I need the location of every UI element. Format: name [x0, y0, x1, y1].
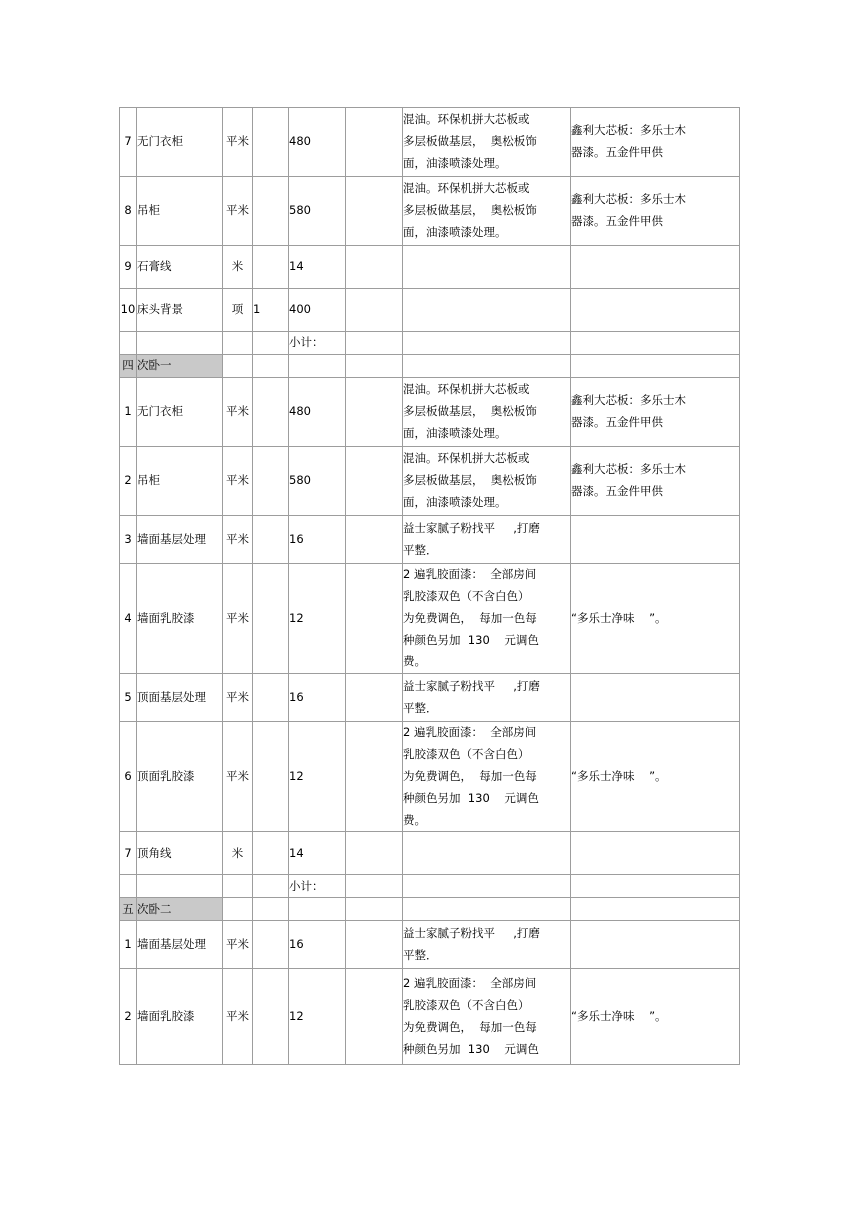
item-quantity [253, 832, 289, 875]
text-line: 米 [237, 473, 249, 488]
text-line: 为免费调色， 每加一色每 [403, 610, 537, 625]
material-brand [571, 722, 740, 832]
table-row [120, 447, 740, 516]
item-unit [223, 177, 253, 246]
text-line: 平 [226, 768, 238, 783]
amount [346, 177, 403, 246]
section-title: 次卧一 [137, 355, 223, 378]
empty-cell [253, 898, 289, 921]
amount [346, 722, 403, 832]
text-line: 混油。环保机拼大芯板或 [403, 382, 530, 397]
row-number [120, 921, 137, 969]
text-line: 器漆。五金件甲供 [571, 484, 663, 498]
item-quantity [253, 722, 289, 832]
item-unit [223, 516, 253, 564]
text-line: 米 [237, 610, 249, 625]
text-line: “多乐士净味 ”。 [571, 768, 667, 783]
table-row [120, 722, 740, 832]
item-name [137, 875, 223, 898]
text-line: 乳胶漆双色（不含白色） [403, 747, 530, 762]
text-line: 器漆。五金件甲供 [571, 415, 663, 429]
item-name: 石膏线 [137, 246, 223, 289]
unit-price: 480 [289, 378, 346, 447]
table-row [120, 516, 740, 564]
text-line: 平 [226, 1009, 238, 1024]
material-brand [571, 378, 740, 447]
row-number [120, 674, 137, 722]
text-line: 2 [124, 473, 132, 488]
text-line: 面，油漆喷漆处理。 [403, 224, 507, 239]
workmanship-description [403, 674, 571, 722]
material-brand [571, 674, 740, 722]
item-name: 墙面基层处理 [137, 516, 223, 564]
unit-price: 16 [289, 921, 346, 969]
text-line: 2 [124, 1009, 132, 1024]
item-unit [223, 921, 253, 969]
text-line: 种颜色另加 130 元调色 [403, 790, 539, 805]
text-line: 平整． [403, 947, 438, 962]
amount [346, 246, 403, 289]
item-quantity: 1 [253, 289, 289, 332]
table-row [120, 378, 740, 447]
subtotal-row [120, 332, 740, 355]
material-brand [571, 969, 740, 1065]
empty-cell [223, 898, 253, 921]
material-brand [571, 332, 740, 355]
material-brand [571, 289, 740, 332]
unit-price: 12 [289, 564, 346, 674]
material-brand [571, 564, 740, 674]
item-name [137, 332, 223, 355]
item-quantity [253, 108, 289, 177]
text-line: 多层板做基层， 奥松板饰 [403, 473, 537, 488]
item-unit [223, 108, 253, 177]
item-name: 墙面乳胶漆 [137, 564, 223, 674]
table-row [120, 108, 740, 177]
text-line: 混油。环保机拼大芯板或 [403, 181, 530, 196]
amount [346, 674, 403, 722]
item-unit [223, 564, 253, 674]
item-name: 无门衣柜 [137, 108, 223, 177]
text-line: 平 [226, 404, 238, 419]
workmanship-description [403, 378, 571, 447]
section-header-row [120, 898, 740, 921]
row-number [120, 516, 137, 564]
text-line: 多层板做基层， 奥松板饰 [403, 404, 537, 419]
workmanship-description [403, 246, 571, 289]
item-unit [223, 289, 253, 332]
workmanship-description [403, 875, 571, 898]
subtotal-label: 小计： [289, 332, 346, 355]
item-name: 床头背景 [137, 289, 223, 332]
amount [346, 921, 403, 969]
table-row [120, 832, 740, 875]
item-name: 顶角线 [137, 832, 223, 875]
text-line: 混油。环保机拼大芯板或 [403, 451, 530, 466]
table-row [120, 246, 740, 289]
row-number [120, 246, 137, 289]
item-quantity [253, 447, 289, 516]
unit-price: 16 [289, 674, 346, 722]
item-unit [223, 447, 253, 516]
text-line: 7 [124, 845, 132, 860]
amount [346, 378, 403, 447]
unit-price: 580 [289, 177, 346, 246]
text-line: 2 遍乳胶面漆： 全部房间 [403, 976, 537, 991]
text-line: 4 [124, 610, 132, 625]
amount [346, 516, 403, 564]
item-unit [223, 378, 253, 447]
text-line: 多层板做基层， 奥松板饰 [403, 203, 537, 218]
section-roman-numeral: 四 [120, 355, 137, 378]
row-number [120, 289, 137, 332]
text-line: 8 [124, 203, 132, 218]
text-line: 种颜色另加 130 元调色 [403, 632, 539, 647]
text-line: 1 [124, 937, 132, 952]
workmanship-description [403, 969, 571, 1065]
text-line: 米 [237, 404, 249, 419]
amount [346, 564, 403, 674]
text-line: 平 [226, 937, 238, 952]
item-unit [223, 246, 253, 289]
subtotal-label: 小计： [289, 875, 346, 898]
text-line: 0 [128, 302, 136, 317]
row-number [120, 108, 137, 177]
material-brand [571, 447, 740, 516]
empty-cell [289, 898, 346, 921]
section-roman-numeral: 五 [120, 898, 137, 921]
empty-cell [223, 355, 253, 378]
text-line: 鑫利大芯板：多乐士木 [571, 462, 686, 477]
amount [346, 447, 403, 516]
workmanship-description [403, 447, 571, 516]
table-row [120, 177, 740, 246]
item-unit [223, 722, 253, 832]
text-line: 器漆。五金件甲供 [571, 214, 663, 228]
text-line: 多层板做基层， 奥松板饰 [403, 134, 537, 149]
unit-price: 14 [289, 832, 346, 875]
material-brand [571, 108, 740, 177]
row-number [120, 564, 137, 674]
item-name: 顶面乳胶漆 [137, 722, 223, 832]
material-brand [571, 177, 740, 246]
workmanship-description [403, 332, 571, 355]
text-line: 鑫利大芯板：多乐士木 [571, 123, 686, 138]
item-name: 墙面乳胶漆 [137, 969, 223, 1065]
item-name: 墙面基层处理 [137, 921, 223, 969]
text-line: “多乐士净味 ”。 [571, 1009, 667, 1024]
empty-cell [403, 898, 571, 921]
item-name: 吊柜 [137, 447, 223, 516]
quotation-table [119, 107, 740, 1065]
text-line: 费。 [403, 812, 426, 827]
text-line: 1 [124, 404, 132, 419]
text-line: 平整． [403, 700, 438, 715]
text-line: 面，油漆喷漆处理。 [403, 425, 507, 440]
item-unit [223, 332, 253, 355]
section-header-row [120, 355, 740, 378]
row-number [120, 969, 137, 1065]
table-row [120, 289, 740, 332]
text-line: 5 [124, 689, 132, 704]
item-quantity [253, 177, 289, 246]
material-brand [571, 832, 740, 875]
unit-price: 16 [289, 516, 346, 564]
item-name: 无门衣柜 [137, 378, 223, 447]
text-line: 米 [237, 203, 249, 218]
row-number [120, 378, 137, 447]
quotation-table-body [120, 108, 740, 1065]
row-number [120, 447, 137, 516]
item-name: 吊柜 [137, 177, 223, 246]
text-line: 面，油漆喷漆处理。 [403, 494, 507, 509]
amount [346, 289, 403, 332]
material-brand [571, 921, 740, 969]
amount [346, 108, 403, 177]
unit-price: 12 [289, 722, 346, 832]
empty-cell [346, 898, 403, 921]
text-line: 2 遍乳胶面漆： 全部房间 [403, 567, 537, 581]
text-line: 平 [226, 689, 238, 704]
empty-cell [253, 355, 289, 378]
text-line: 益士家腻子粉找平 ,打磨 [403, 926, 540, 941]
empty-cell [571, 898, 740, 921]
workmanship-description [403, 177, 571, 246]
text-line: “多乐士净味 ”。 [571, 610, 667, 625]
quotation-table-wrap [119, 107, 739, 1065]
material-brand [571, 516, 740, 564]
item-unit [223, 969, 253, 1065]
text-line: 米 [231, 845, 244, 860]
text-line: 项 [231, 302, 244, 317]
text-line: 6 [124, 768, 132, 783]
text-line: 鑫利大芯板：多乐士木 [571, 192, 686, 207]
text-line: 平整． [403, 542, 438, 557]
text-line: 益士家腻子粉找平 ,打磨 [403, 520, 540, 535]
workmanship-description [403, 564, 571, 674]
text-line: 乳胶漆双色（不含白色） [403, 588, 530, 603]
empty-cell [403, 355, 571, 378]
amount [346, 832, 403, 875]
unit-price: 12 [289, 969, 346, 1065]
text-line: 乳胶漆双色（不含白色） [403, 998, 530, 1013]
item-quantity [253, 875, 289, 898]
table-row [120, 674, 740, 722]
subtotal-row [120, 875, 740, 898]
material-brand [571, 246, 740, 289]
table-row [120, 564, 740, 674]
item-quantity [253, 921, 289, 969]
text-line: 器漆。五金件甲供 [571, 145, 663, 159]
amount [346, 332, 403, 355]
workmanship-description [403, 832, 571, 875]
text-line: 7 [124, 134, 132, 149]
item-quantity [253, 564, 289, 674]
unit-price: 480 [289, 108, 346, 177]
item-unit [223, 674, 253, 722]
item-quantity [253, 332, 289, 355]
item-quantity [253, 674, 289, 722]
text-line: 平 [226, 203, 238, 218]
text-line: 平 [226, 473, 238, 488]
text-line: 种颜色另加 130 元调色 [403, 1041, 539, 1056]
table-row [120, 921, 740, 969]
workmanship-description [403, 921, 571, 969]
row-number [120, 875, 137, 898]
row-number [120, 832, 137, 875]
empty-cell [571, 355, 740, 378]
amount [346, 969, 403, 1065]
item-unit [223, 875, 253, 898]
workmanship-description [403, 289, 571, 332]
row-number [120, 722, 137, 832]
text-line: 鑫利大芯板：多乐士木 [571, 393, 686, 408]
workmanship-description [403, 516, 571, 564]
text-line: 益士家腻子粉找平 ,打磨 [403, 678, 540, 693]
text-line: 9 [124, 259, 132, 274]
text-line: 为免费调色， 每加一色每 [403, 768, 537, 783]
text-line: 面，油漆喷漆处理。 [403, 155, 507, 170]
text-line: 平 [226, 610, 238, 625]
text-line: 米 [237, 531, 249, 546]
unit-price: 580 [289, 447, 346, 516]
item-unit [223, 832, 253, 875]
item-quantity [253, 516, 289, 564]
item-quantity [253, 246, 289, 289]
material-brand [571, 875, 740, 898]
row-number [120, 332, 137, 355]
unit-price: 400 [289, 289, 346, 332]
amount [346, 875, 403, 898]
workmanship-description [403, 722, 571, 832]
text-line: 为免费调色， 每加一色每 [403, 1019, 537, 1034]
text-line: 平 [226, 134, 238, 149]
text-line: 米 [231, 259, 244, 274]
text-line: 米 [237, 937, 249, 952]
text-line: 2 遍乳胶面漆： 全部房间 [403, 725, 537, 740]
table-row [120, 969, 740, 1065]
empty-cell [346, 355, 403, 378]
text-line: 米 [237, 689, 249, 704]
empty-cell [289, 355, 346, 378]
text-line: 米 [237, 768, 249, 783]
text-line: 米 [237, 134, 249, 149]
item-quantity [253, 969, 289, 1065]
text-line: 米 [237, 1009, 249, 1024]
text-line: 平 [226, 531, 238, 546]
text-line: 1 [120, 302, 128, 317]
item-quantity [253, 378, 289, 447]
text-line: 费。 [403, 654, 426, 669]
unit-price: 14 [289, 246, 346, 289]
workmanship-description [403, 108, 571, 177]
text-line: 3 [124, 531, 132, 546]
row-number [120, 177, 137, 246]
item-name: 顶面基层处理 [137, 674, 223, 722]
text-line: 混油。环保机拼大芯板或 [403, 112, 530, 127]
section-title: 次卧二 [137, 898, 223, 921]
